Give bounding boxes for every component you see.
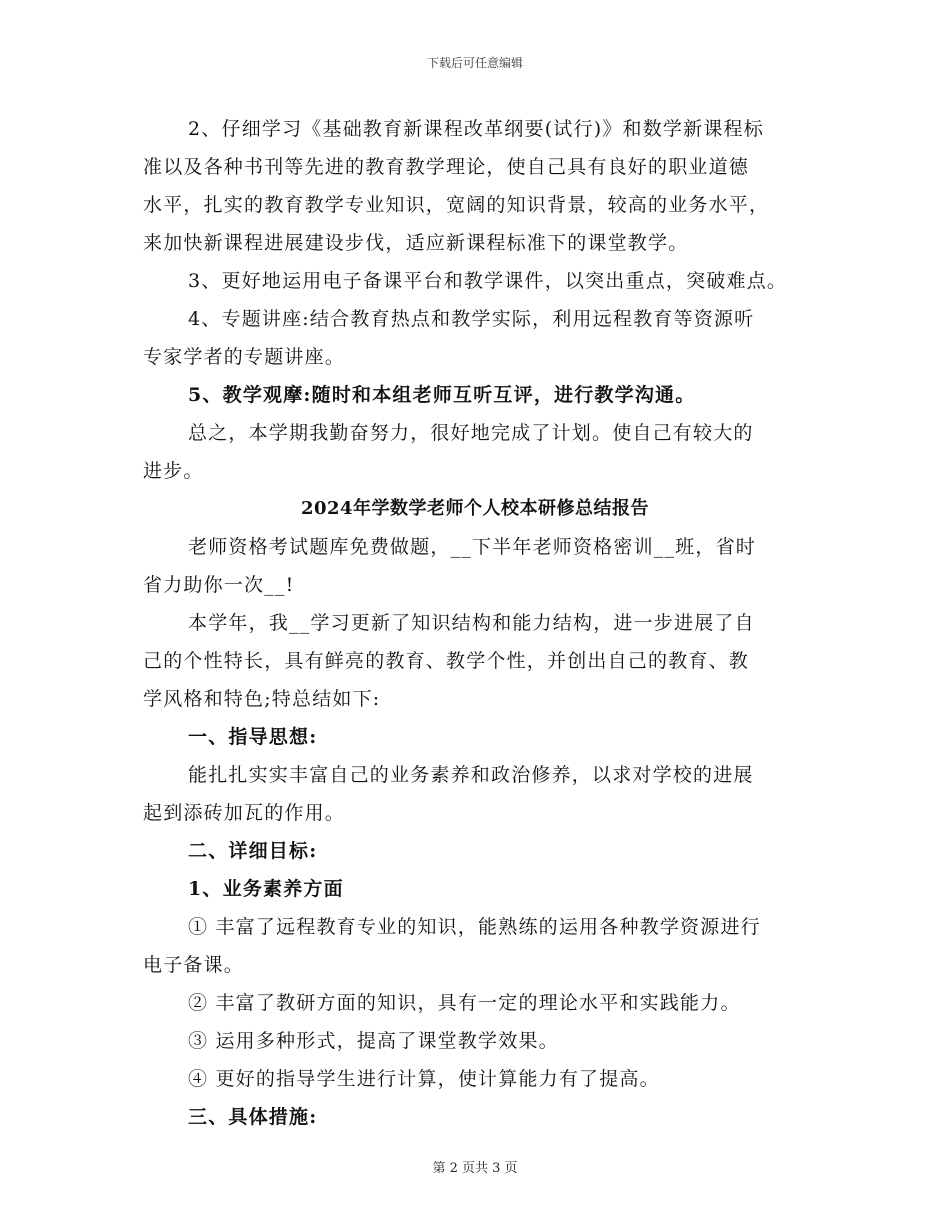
paragraph-line: 起到添砖加瓦的作用。 (143, 802, 346, 824)
paragraph-line: 省力助你一次__! (143, 574, 295, 596)
paragraph-line: 4、专题讲座:结合教育热点和教学实际，利用远程教育等资源听 (188, 308, 755, 330)
paragraph-line: 学风格和特色;特总结如下: (143, 688, 381, 710)
page-header: 下载后可任意编辑 (426, 56, 523, 70)
paragraph-line: 2、仔细学习《基础教育新课程改革纲要(试行)》和数学新课程标 (188, 118, 764, 140)
heading-specific-goals: 二、详细目标: (188, 840, 318, 862)
paragraph-line: 能扎扎实实丰富自己的业务素养和政治修养，以求对学校的进展 (188, 764, 754, 786)
paragraph-line: 3、更好地运用电子备课平台和教学课件，以突出重点，突破难点。 (188, 270, 788, 292)
list-item: ④ 更好的指导学生进行计算，使计算能力有了提高。 (188, 1068, 660, 1090)
paragraph-line: 准以及各种书刊等先进的教育教学理论，使自己具有良好的职业道德 (143, 156, 750, 178)
paragraph-line: 进步。 (143, 460, 204, 482)
page-footer: 第 2 页共 3 页 (432, 1161, 518, 1176)
paragraph-line: 己的个性特长，具有鲜亮的教育、教学个性，并创出自己的教育、教 (143, 650, 750, 672)
paragraph-line: 本学年，我__学习更新了知识结构和能力结构，进一步进展了自 (188, 612, 755, 634)
heading-measures: 三、具体措施: (188, 1106, 318, 1128)
paragraph-line-bold: 5、教学观摩:随时和本组老师互听互评，进行教学沟通。 (188, 384, 696, 406)
list-item: ③ 运用多种形式，提高了课堂教学效果。 (188, 1030, 559, 1052)
paragraph-line: 来加快新课程进展建设步伐，适应新课程标准下的课堂教学。 (143, 232, 689, 254)
list-item: ① 丰富了远程教育专业的知识，能熟练的运用各种教学资源进行 (188, 916, 761, 938)
paragraph-line: 水平，扎实的教育教学专业知识，宽阔的知识背景，较高的业务水平， (143, 194, 770, 216)
paragraph-line: 电子备课。 (143, 954, 245, 976)
list-item: ② 丰富了教研方面的知识，具有一定的理论水平和实践能力。 (188, 992, 741, 1014)
paragraph-line: 总之，本学期我勤奋努力，很好地完成了计划。使自己有较大的 (188, 422, 754, 444)
heading-guiding-thought: 一、指导思想: (188, 726, 318, 748)
paragraph-line: 专家学者的专题讲座。 (143, 346, 346, 368)
heading-business-quality: 1、业务素养方面 (188, 878, 344, 900)
paragraph-line: 老师资格考试题库免费做题，__下半年老师资格密训__班，省时 (188, 536, 757, 558)
section-title: 2024年学数学老师个人校本研修总结报告 (300, 498, 650, 519)
